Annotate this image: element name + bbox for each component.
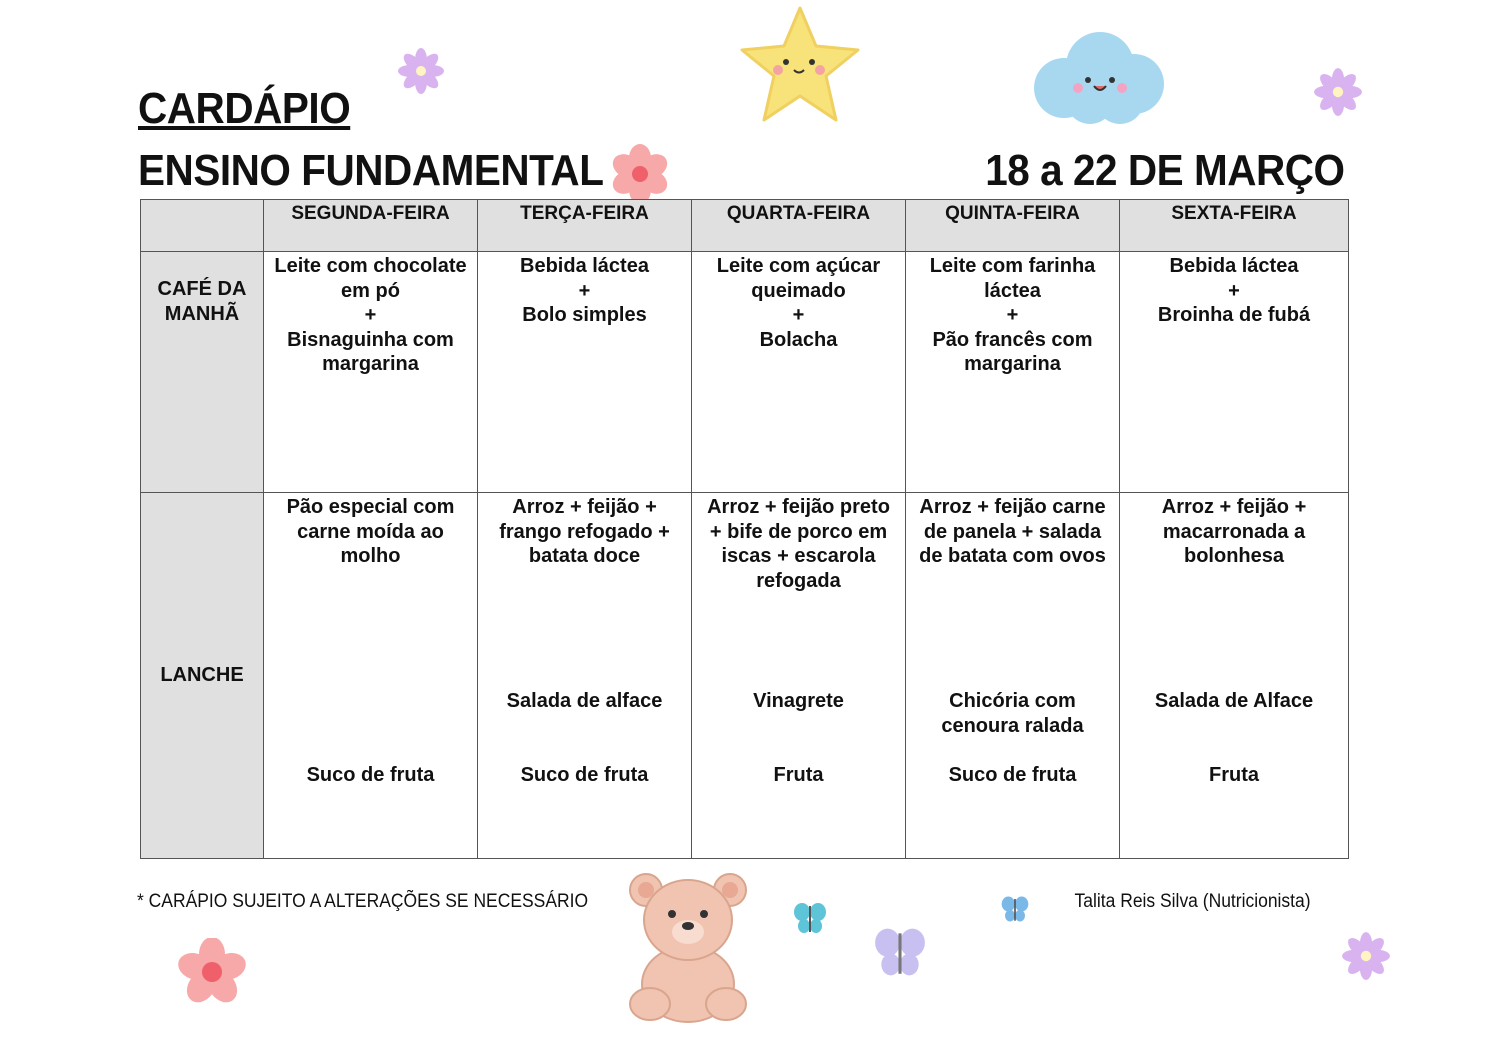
table-header-row xyxy=(141,200,1349,252)
table-row-cafe xyxy=(141,252,1349,493)
disclaimer-note: * CARÁPIO SUJEITO A ALTERAÇÕES SE NECESSÁRIO xyxy=(137,891,589,912)
menu-table xyxy=(140,199,1349,859)
butterfly-icon xyxy=(792,900,828,936)
side-dish: Salada de Alface xyxy=(1154,690,1314,712)
side-dish: Salada de alface xyxy=(506,690,663,712)
teddy-bear-icon xyxy=(620,866,756,1026)
menu-cell: Leite com chocolate em pó + Bisnaguinha com margarina xyxy=(264,252,478,493)
day-header: TERÇA-FEIRA xyxy=(478,200,692,252)
menu-cell xyxy=(478,493,692,859)
menu-cell xyxy=(692,493,906,859)
main-dish: Arroz + feijão + frango refogado + batata doce xyxy=(499,496,670,567)
nutritionist-signature: Talita Reis Silva (Nutricionista) xyxy=(1074,891,1311,912)
pink-flower-icon xyxy=(608,142,672,206)
table-row-lanche xyxy=(141,493,1349,859)
side-dish: Vinagrete xyxy=(753,690,844,712)
pink-flower-icon xyxy=(170,938,254,1006)
day-header: SEXTA-FEIRA xyxy=(1120,200,1349,252)
butterfly-icon xyxy=(1000,894,1030,924)
drink: Suco de fruta xyxy=(520,764,649,786)
main-dish: Arroz + feijão carne de panela + salada de batata com ovos xyxy=(919,496,1106,567)
row-label-lanche: LANCHE xyxy=(141,493,264,859)
menu-cell xyxy=(264,493,478,859)
page-title: CARDÁPIO xyxy=(138,84,351,133)
day-header: QUARTA-FEIRA xyxy=(692,200,906,252)
drink: Suco de fruta xyxy=(948,764,1077,786)
butterfly-icon xyxy=(870,924,930,980)
lilac-flower-icon xyxy=(396,46,446,96)
menu-cell xyxy=(1120,493,1349,859)
cloud-character-icon xyxy=(1030,28,1166,126)
menu-cell xyxy=(906,493,1120,859)
main-dish: Pão especial com carne moída ao molho xyxy=(286,496,455,567)
side-dish: Chicória com cenoura ralada xyxy=(941,690,1084,737)
drink: Fruta xyxy=(773,764,824,786)
day-header: QUINTA-FEIRA xyxy=(906,200,1120,252)
lilac-flower-icon xyxy=(1312,66,1364,118)
drink: Suco de fruta xyxy=(306,764,435,786)
corner-cell xyxy=(141,200,264,252)
day-header: SEGUNDA-FEIRA xyxy=(264,200,478,252)
menu-cell: Bebida láctea + Broinha de fubá xyxy=(1120,252,1349,493)
menu-cell: Leite com açúcar queimado + Bolacha xyxy=(692,252,906,493)
menu-cell: Leite com farinha láctea + Pão francês com margarina xyxy=(906,252,1120,493)
lilac-flower-icon xyxy=(1340,930,1392,982)
main-dish: Arroz + feijão preto + bife de porco em iscas + escarola refogada xyxy=(707,496,890,592)
page-subtitle: ENSINO FUNDAMENTAL xyxy=(138,146,604,195)
main-dish: Arroz + feijão + macarronada a bolonhesa xyxy=(1161,496,1307,567)
drink: Fruta xyxy=(1209,764,1259,786)
date-range: 18 a 22 DE MARÇO xyxy=(985,146,1345,195)
menu-cell: Bebida láctea + Bolo simples xyxy=(478,252,692,493)
row-label-cafe: CAFÉ DA MANHÃ xyxy=(141,252,264,493)
star-character-icon xyxy=(738,4,862,128)
